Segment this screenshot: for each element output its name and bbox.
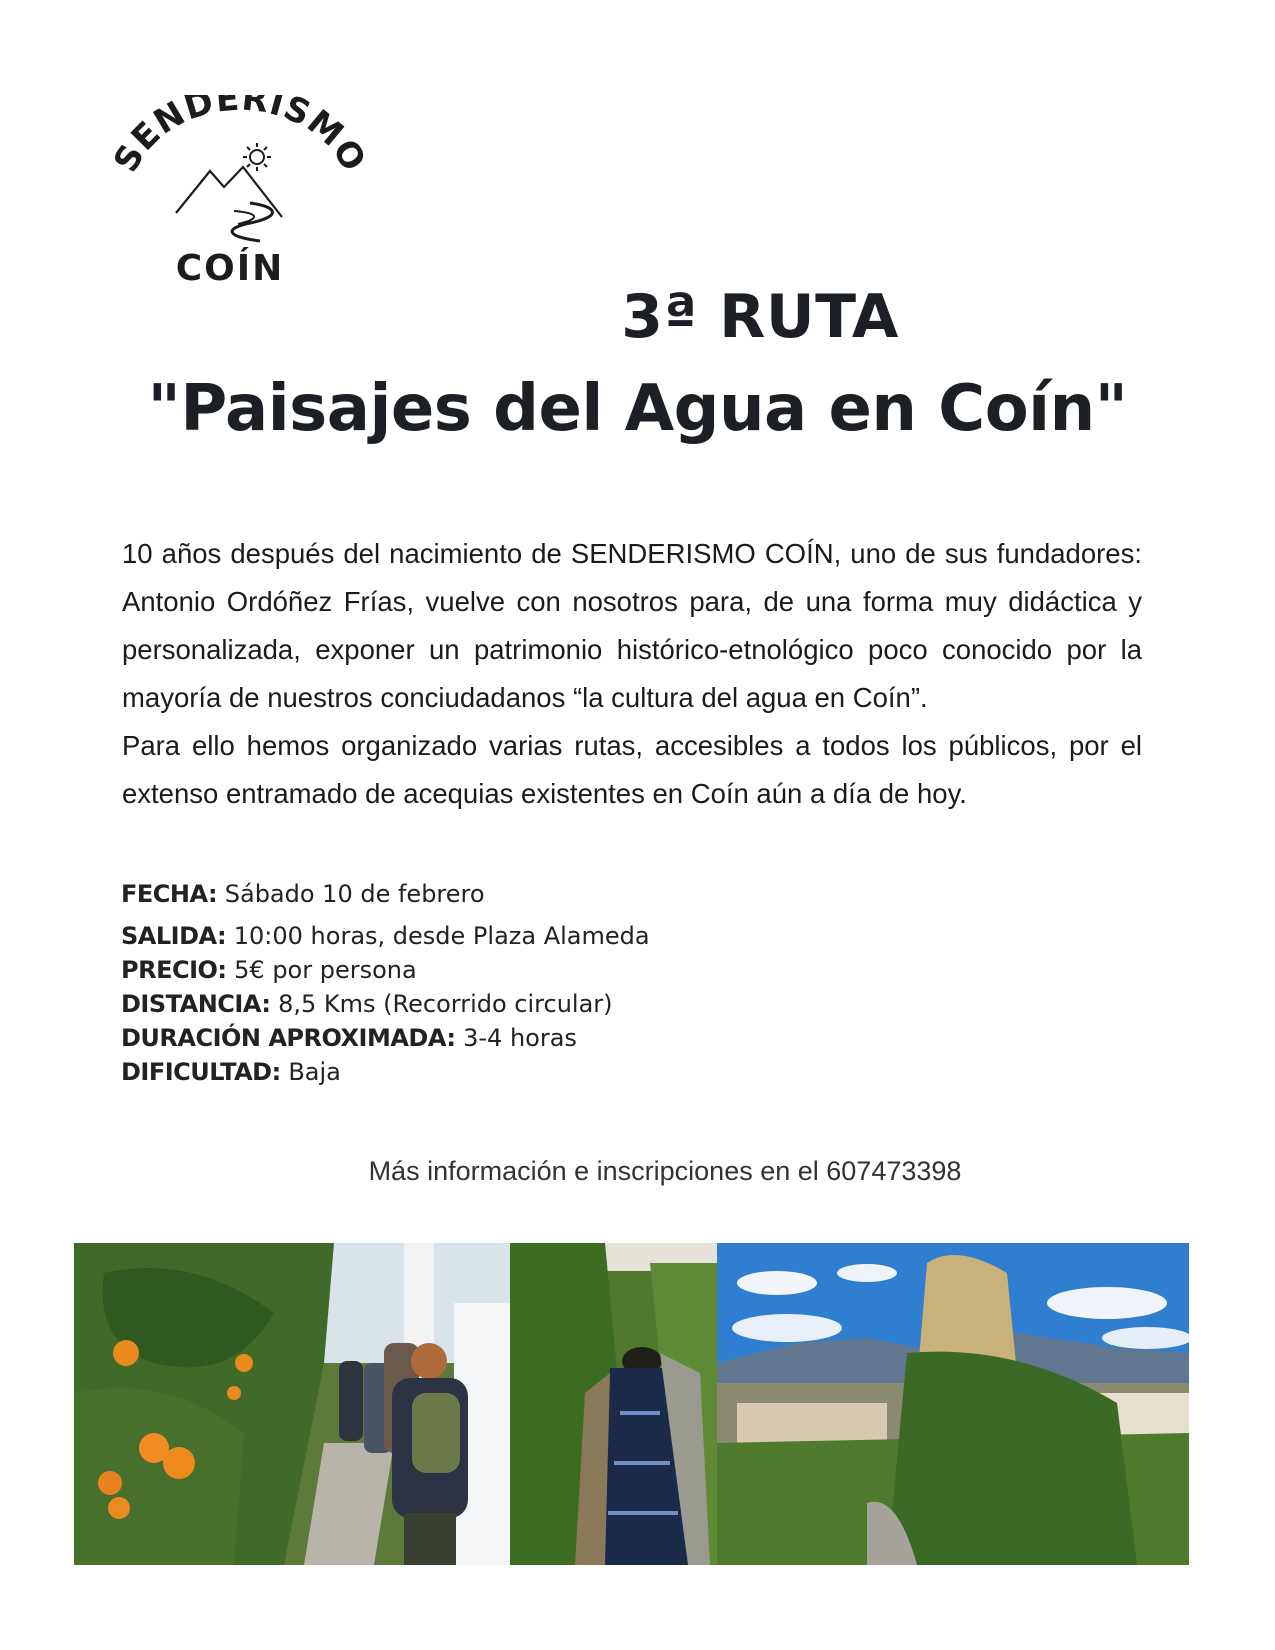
svg-text:SENDERISMO — [110, 95, 370, 179]
senderismo-coin-logo — [110, 95, 370, 310]
contact-info: Más información e inscripciones en el 607473398 — [368, 1156, 962, 1186]
photo-strip — [74, 1243, 1189, 1565]
irrigation-channel-photo — [510, 1243, 717, 1565]
intro-text — [122, 530, 1142, 818]
detail-price — [121, 956, 417, 984]
detail-distance — [121, 990, 613, 1018]
sun-icon — [243, 143, 271, 171]
logo-place-text: COÍN — [175, 248, 285, 289]
detail-label: PRECIO: — [121, 956, 227, 984]
orange-trees-hikers-photo — [74, 1243, 527, 1565]
detail-label: FECHA: — [121, 880, 218, 908]
intro-paragraph: 10 años después del nacimiento de SENDERISMO COÍN, uno de sus fundadores: Antonio Ordóñez Frías, vuelve con nosotros para, de una forma muy didáctica y personalizada, exponer un patrimonio histórico-etnológico poco conocido por la mayoría de nuestros conciudadanos “la cultura del agua en Coín”. — [122, 538, 1142, 713]
detail-label: DURACIÓN APROXIMADA: — [121, 1024, 456, 1052]
detail-value: 5€ por persona — [234, 956, 417, 984]
detail-duration — [121, 1024, 577, 1052]
detail-label: DIFICULTAD: — [121, 1058, 281, 1086]
detail-value: 8,5 Kms (Recorrido circular) — [278, 990, 613, 1018]
route-title-heading: "Paisajes del Agua en Coín" — [147, 372, 1128, 446]
town-landscape-photo — [717, 1243, 1189, 1565]
detail-value: Baja — [288, 1058, 341, 1086]
detail-value: Sábado 10 de febrero — [224, 880, 485, 908]
route-number-heading: 3ª RUTA — [621, 282, 899, 352]
detail-value: 3-4 horas — [463, 1024, 577, 1052]
detail-date — [121, 880, 485, 908]
logo-arc-text: SENDERISMO — [110, 95, 370, 179]
intro-paragraph: Para ello hemos organizado varias rutas, accesibles a todos los públicos, por el extenso entramado de acequias existentes en Coín aún a día de hoy. — [122, 730, 1142, 809]
trail-icon — [232, 203, 272, 241]
detail-departure — [121, 922, 650, 950]
detail-label: SALIDA: — [121, 922, 227, 950]
mountain-icon — [176, 167, 282, 217]
detail-difficulty — [121, 1058, 341, 1086]
detail-value: 10:00 horas, desde Plaza Alameda — [233, 922, 650, 950]
detail-label: DISTANCIA: — [121, 990, 271, 1018]
